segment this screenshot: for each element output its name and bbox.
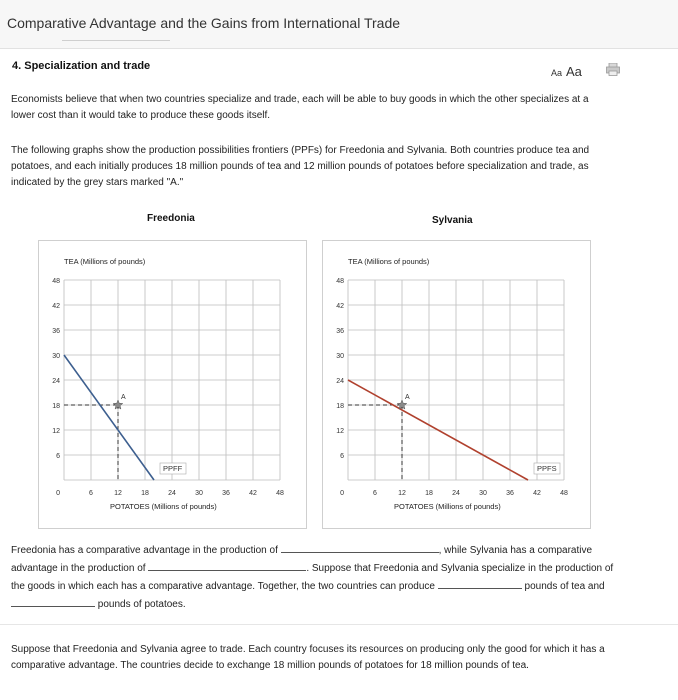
sylvania-x-tick-label: 48 [560,490,568,497]
sylvania-ppf-label: PPFS [537,464,557,473]
fill-in-sentence-4: pounds of tea and [524,581,605,592]
freedonia-y-tick-label: 42 [52,303,60,310]
progress-track [62,40,170,41]
good-freedonia-dropdown[interactable] [281,541,439,553]
fill-in-sentence-1: Freedonia has a comparative advantage in the production of [11,545,278,556]
freedonia-y-tick-label: 30 [52,353,60,360]
freedonia-x-tick-label: 36 [222,490,230,497]
sylvania-point-a-label: A [405,394,410,401]
sylvania-x-tick-label: 36 [506,490,514,497]
sylvania-x-tick-label: 42 [533,490,541,497]
sylvania-y-tick-label: 12 [336,428,344,435]
sylvania-x-tick-label: 30 [479,490,487,497]
freedonia-y-tick-label: 18 [52,403,60,410]
freedonia-x-tick-label: 30 [195,490,203,497]
fill-in-paragraph [11,541,616,613]
freedonia-y-axis-label: TEA (Millions of pounds) [64,257,146,266]
sylvania-x-tick-label: 18 [425,490,433,497]
freedonia-y-tick-label: 24 [52,378,60,385]
sylvania-y-tick-label: 18 [336,403,344,410]
freedonia-y-tick-label: 6 [56,453,60,460]
freedonia-origin-label: 0 [56,490,60,497]
description-text: The following graphs show the production possibilities frontiers (PPFs) for Freedonia and Sylvania. Both countries produce tea and potatoes, and each initially produces 18 million pounds of tea and 12 million pounds of potatoes before specialization and trade, as indicated by the grey stars marked "A." [11,145,590,188]
freedonia-y-tick-label: 36 [52,328,60,335]
freedonia-point-a-label: A [121,394,126,401]
sylvania-frame [323,241,591,529]
fill-in-sentence-3: . Suppose that Freedonia and Sylvania specialize in the production of the goods in which each has a comparative advantage. Together, the two countries can produce [11,563,614,592]
freedonia-x-tick-label: 24 [168,490,176,497]
chart-freedonia [38,240,308,530]
tea-total-input[interactable] [438,577,522,589]
freedonia-ppf-label: PPFF [163,464,183,473]
chart-title-freedonia: Freedonia [147,213,195,224]
trade-text: Suppose that Freedonia and Sylvania agree to trade. Each country focuses its resources on producing only the good for which it has a comparative advantage. The countries decide to exchange 18 million pounds of potatoes for 18 million pounds of tea. [11,644,605,671]
section-divider [0,624,678,625]
sylvania-y-tick-label: 36 [336,328,344,335]
font-size-controls [551,64,582,79]
sylvania-origin-label: 0 [340,490,344,497]
font-increase-button[interactable]: Aa [566,64,582,79]
freedonia-ppf-line [64,355,154,480]
sylvania-x-tick-label: 12 [398,490,406,497]
freedonia-y-tick-label: 48 [52,278,60,285]
freedonia-x-tick-label: 18 [141,490,149,497]
freedonia-x-tick-label: 6 [89,490,93,497]
sylvania-y-axis-label: TEA (Millions of pounds) [348,257,430,266]
font-decrease-button[interactable]: Aa [551,68,563,78]
sylvania-y-tick-label: 42 [336,303,344,310]
fill-in-sentence-5: pounds of potatoes. [97,599,186,610]
freedonia-x-axis-label: POTATOES (Millions of pounds) [110,502,217,511]
good-sylvania-dropdown[interactable] [148,559,306,571]
question-title: 4. Specialization and trade [12,60,151,72]
sylvania-x-tick-label: 24 [452,490,460,497]
header-bar [0,0,678,49]
freedonia-frame [39,241,307,529]
potatoes-total-input[interactable] [11,595,95,607]
chart-title-sylvania: Sylvania [432,215,473,226]
sylvania-x-tick-label: 6 [373,490,377,497]
fill-in-sentence-2: , while Sylvania has a comparative advantage in the production of [11,545,593,574]
sylvania-x-axis-label: POTATOES (Millions of pounds) [394,502,501,511]
chart-sylvania [322,240,592,530]
sylvania-y-tick-label: 48 [336,278,344,285]
intro-text: Economists believe that when two countries specialize and trade, each will be able to buy goods in which the other specializes at a lower cost than it would take to produce these goods itself. [11,94,589,121]
freedonia-x-tick-label: 48 [276,490,284,497]
freedonia-y-tick-label: 12 [52,428,60,435]
sylvania-y-tick-label: 6 [340,453,344,460]
freedonia-x-tick-label: 42 [249,490,257,497]
sylvania-y-tick-label: 30 [336,353,344,360]
freedonia-x-tick-label: 12 [114,490,122,497]
sylvania-y-tick-label: 24 [336,378,344,385]
page-title: Comparative Advantage and the Gains from International Trade [7,15,401,31]
print-icon[interactable] [606,63,620,76]
